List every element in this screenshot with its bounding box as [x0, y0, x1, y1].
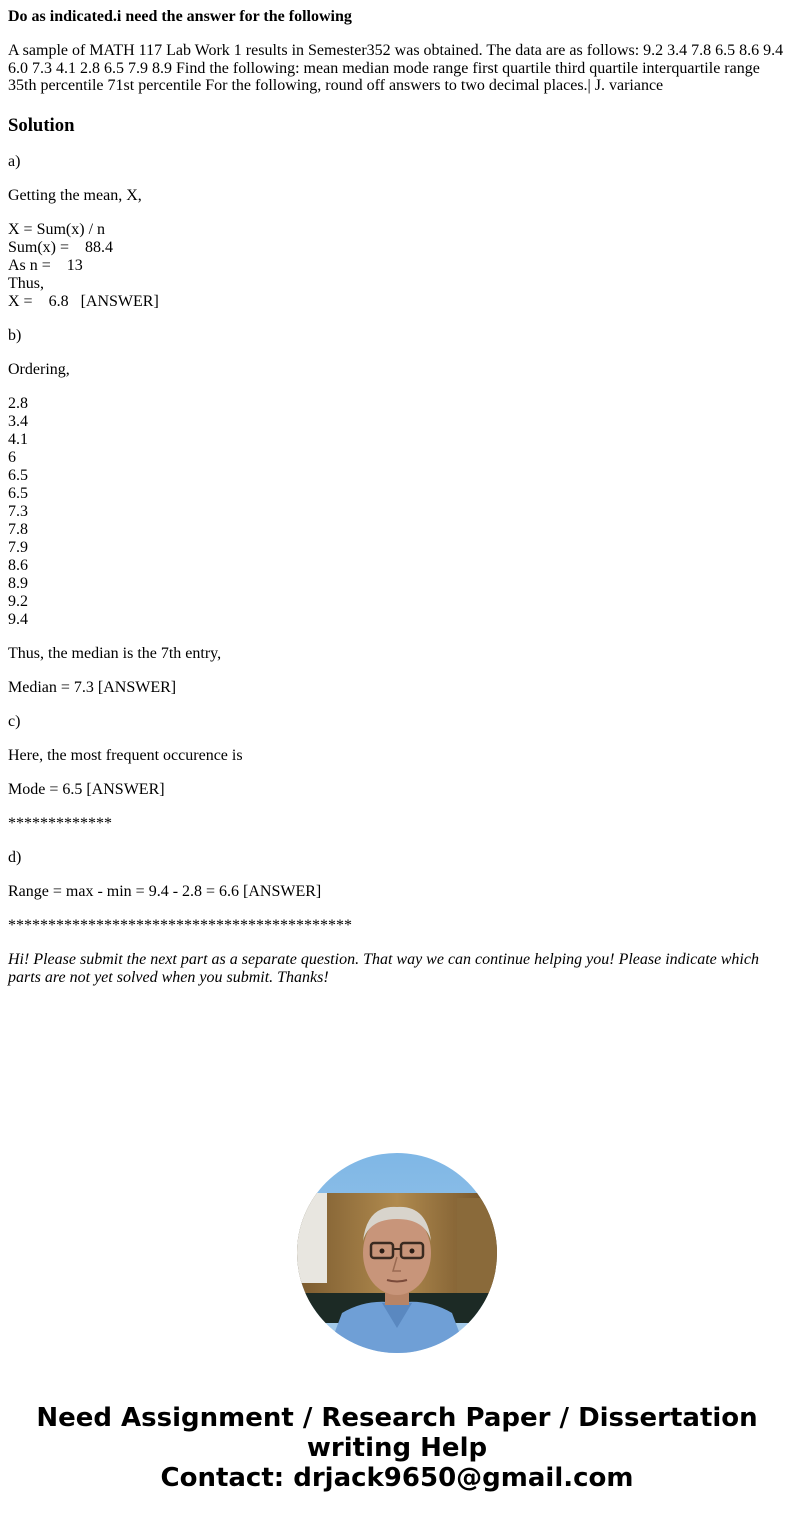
ordered-value: 7.8: [8, 520, 28, 538]
ordered-value: 9.2: [8, 592, 28, 610]
footer-line-2: writing Help: [306, 1433, 488, 1463]
ordered-value: 6.5: [8, 484, 28, 502]
separator-short: *************: [8, 814, 112, 832]
median-note: Thus, the median is the 7th entry,: [8, 644, 222, 662]
avatar: [297, 1153, 497, 1353]
part-c-label: c): [8, 712, 21, 730]
part-a-line: As n = 13: [8, 256, 83, 274]
part-a-intro: Getting the mean, X,: [8, 186, 142, 204]
question-title: Do as indicated.i need the answer for the following: [8, 8, 352, 25]
ordered-value: 6.5: [8, 466, 28, 484]
median-answer: Median = 7.3 [ANSWER]: [8, 678, 177, 696]
ordered-value: 8.6: [8, 556, 28, 574]
part-c-intro: Here, the most frequent occurence is: [8, 746, 243, 764]
document-content: [8, 0, 786, 987]
part-b-intro: Ordering,: [8, 360, 70, 378]
part-d-label: d): [8, 848, 22, 866]
part-a-line: X = 6.8 [ANSWER]: [8, 292, 159, 310]
part-a-line: Sum(x) = 88.4: [8, 238, 114, 256]
person-photo-icon: [297, 1153, 497, 1353]
question-body: A sample of MATH 117 Lab Work 1 results in Semester352 was obtained. The data are as follows: 9.2 3.4 7.8 6.5 8.6 9.4 6.0 7.3 4.1 2.8 6.5 7.9 8.9 Find the following: mean median mode range first quartile third quartile interquartile range 35th percentile 71st percentile For the following, round off answers to two decimal places.| J. variance: [8, 42, 784, 94]
part-a-line: Thus,: [8, 274, 44, 292]
ordered-value: 3.4: [8, 412, 28, 430]
ordered-value: 4.1: [8, 430, 28, 448]
range-answer: Range = max - min = 9.4 - 2.8 = 6.6 [ANSWER]: [8, 882, 322, 900]
part-b-label: b): [8, 326, 22, 344]
mode-answer: Mode = 6.5 [ANSWER]: [8, 780, 165, 798]
footer-contact: Contact: drjack9650@gmail.com: [160, 1463, 634, 1493]
part-a-line: X = Sum(x) / n: [8, 220, 106, 238]
footer-line-1: Need Assignment / Research Paper / Dissertation: [36, 1403, 758, 1433]
separator-long: *******************************************: [8, 916, 352, 934]
ordered-list: [8, 395, 786, 629]
ordered-value: 2.8: [8, 394, 28, 412]
ordered-value: 6: [8, 448, 16, 466]
part-a-lines: [8, 221, 786, 311]
ordered-value: 7.3: [8, 502, 28, 520]
solution-heading: Solution: [8, 114, 75, 136]
ordered-value: 9.4: [8, 610, 28, 628]
submission-note: Hi! Please submit the next part as a separate question. That way we can continue helping you! Please indicate which parts are not yet solved when you submit. Thanks!: [8, 950, 759, 986]
footer-banner: [0, 1403, 794, 1493]
ordered-value: 7.9: [8, 538, 28, 556]
ordered-value: 8.9: [8, 574, 28, 592]
part-a-label: a): [8, 152, 21, 170]
